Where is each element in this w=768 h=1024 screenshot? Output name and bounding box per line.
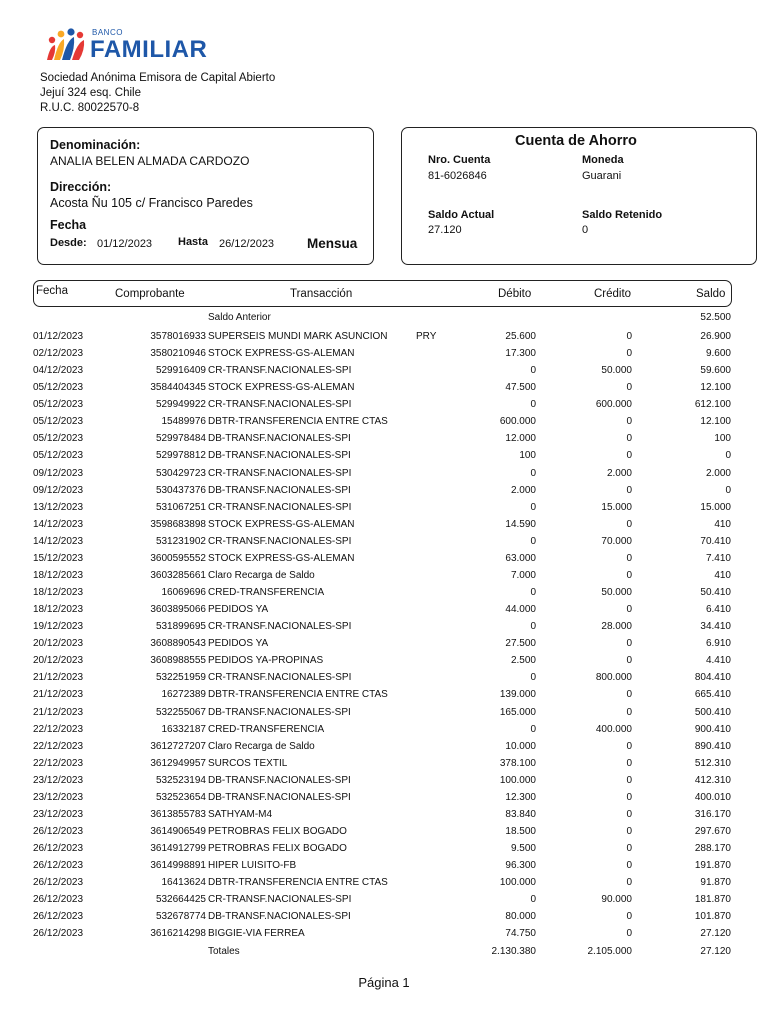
- table-row: [0, 502, 768, 519]
- company-line-2: Jejuí 324 esq. Chile: [40, 87, 142, 99]
- row-comprobante: 531231902: [155, 535, 206, 547]
- row-fecha: 21/12/2023: [33, 672, 84, 684]
- row-fecha: 22/12/2023: [33, 740, 84, 752]
- row-transaccion: DB-TRANSF.NACIONALES-SPI: [208, 706, 351, 718]
- row-credito: 0: [626, 791, 632, 803]
- table-row: [0, 416, 768, 433]
- row-transaccion: SURCOS TEXTIL: [208, 757, 288, 769]
- row-credito: 70.000: [601, 535, 632, 547]
- row-debito: 2.500: [510, 655, 536, 667]
- row-credito: 2.000: [606, 467, 632, 479]
- row-comprobante: 531067251: [155, 501, 206, 513]
- page-number: Página 1: [358, 975, 410, 990]
- row-fecha: 21/12/2023: [33, 706, 84, 718]
- row-credito: 0: [626, 757, 632, 769]
- row-transaccion: BIGGIE-VIA FERREA: [208, 928, 305, 940]
- row-credito: 0: [626, 433, 632, 445]
- row-debito: 100.000: [499, 877, 536, 889]
- row-comprobante: 531899695: [155, 621, 206, 633]
- row-debito: 44.000: [505, 604, 536, 616]
- row-fecha: 18/12/2023: [33, 569, 84, 581]
- row-fecha: 02/12/2023: [33, 348, 84, 360]
- row-debito: 100.000: [499, 774, 536, 786]
- table-row: [0, 331, 768, 348]
- row-credito: 0: [626, 569, 632, 581]
- row-fecha: 20/12/2023: [33, 638, 84, 650]
- row-credito: 28.000: [601, 621, 632, 633]
- row-comprobante: 15489976: [161, 416, 206, 428]
- fecha-label: Fecha: [50, 218, 87, 232]
- company-info: [40, 71, 275, 116]
- row-saldo: 612.100: [694, 399, 731, 411]
- row-saldo: 59.600: [700, 365, 731, 377]
- row-transaccion: CR-TRANSF.NACIONALES-SPI: [208, 672, 352, 684]
- row-comprobante: 3612949957: [150, 757, 206, 769]
- table-row: [0, 860, 768, 877]
- row-comprobante: 3614912799: [150, 843, 206, 855]
- row-comprobante: 3578016933: [150, 331, 206, 342]
- table-row: [0, 911, 768, 928]
- brand-name: FAMILIAR: [90, 36, 208, 63]
- row-saldo: 101.870: [694, 911, 731, 923]
- table-row: [0, 553, 768, 570]
- total-credito: 2.105.000: [587, 946, 632, 957]
- row-comprobante: 529978484: [155, 433, 206, 445]
- table-row: [0, 894, 768, 911]
- table-row: [0, 792, 768, 809]
- row-transaccion: Claro Recarga de Saldo: [208, 740, 315, 752]
- row-transaccion: PEDIDOS YA: [208, 638, 269, 650]
- row-saldo: 500.410: [694, 706, 731, 718]
- row-comprobante: 532523194: [155, 774, 206, 786]
- totals-row: [0, 946, 768, 963]
- row-debito: 600.000: [499, 416, 536, 428]
- row-saldo: 50.410: [700, 587, 731, 599]
- row-comprobante: 3608988555: [150, 655, 206, 667]
- row-transaccion: PETROBRAS FELIX BOGADO: [208, 826, 347, 838]
- table-row: [0, 843, 768, 860]
- table-row: [0, 382, 768, 399]
- row-saldo: 12.100: [700, 382, 731, 394]
- desde-label: Desde:: [50, 237, 87, 249]
- table-row: [0, 570, 768, 587]
- row-fecha: 09/12/2023: [33, 484, 84, 496]
- row-credito: 0: [626, 860, 632, 872]
- brand-small-text: BANCO: [92, 28, 123, 37]
- row-credito: 0: [626, 808, 632, 820]
- row-fecha: 26/12/2023: [33, 928, 84, 940]
- row-fecha: 05/12/2023: [33, 416, 84, 428]
- row-transaccion: DBTR-TRANSFERENCIA ENTRE CTAS: [208, 877, 388, 889]
- client-info-box: [37, 127, 374, 265]
- row-comprobante: 16332187: [161, 723, 206, 735]
- col-debito-header: Débito: [498, 288, 532, 300]
- row-fecha: 22/12/2023: [33, 723, 84, 735]
- saldo-anterior-row: [0, 312, 768, 329]
- row-comprobante: 532255067: [155, 706, 206, 718]
- row-comprobante: 3598683898: [150, 518, 206, 530]
- table-header: [33, 280, 732, 307]
- row-credito: 0: [626, 655, 632, 667]
- row-fecha: 26/12/2023: [33, 843, 84, 855]
- row-saldo: 0: [725, 484, 731, 496]
- row-saldo: 804.410: [694, 672, 731, 684]
- row-transaccion: DBTR-TRANSFERENCIA ENTRE CTAS: [208, 416, 388, 428]
- row-fecha: 18/12/2023: [33, 604, 84, 616]
- row-fecha: 09/12/2023: [33, 467, 84, 479]
- row-transaccion: DB-TRANSF.NACIONALES-SPI: [208, 484, 351, 496]
- row-debito: 0: [530, 467, 536, 479]
- row-saldo: 400.010: [694, 791, 731, 803]
- table-row: [0, 621, 768, 638]
- row-saldo: 70.410: [700, 535, 731, 547]
- row-fecha: 05/12/2023: [33, 382, 84, 394]
- row-debito: 96.300: [505, 860, 536, 872]
- row-saldo: 181.870: [694, 894, 731, 906]
- account-info-box: [401, 127, 757, 265]
- row-fecha: 05/12/2023: [33, 399, 84, 411]
- row-comprobante: 3580210946: [150, 348, 206, 360]
- row-comprobante: 3616214298: [150, 928, 206, 940]
- saldo-anterior-label: Saldo Anterior: [208, 312, 271, 323]
- row-fecha: 18/12/2023: [33, 587, 84, 599]
- row-transaccion: CR-TRANSF.NACIONALES-SPI: [208, 501, 352, 513]
- moneda-value: Guarani: [582, 170, 622, 182]
- table-row: [0, 672, 768, 689]
- row-credito: 800.000: [595, 672, 632, 684]
- row-saldo: 410: [714, 518, 731, 530]
- row-transaccion: DB-TRANSF.NACIONALES-SPI: [208, 774, 351, 786]
- row-debito: 10.000: [505, 740, 536, 752]
- row-transaccion: CRED-TRANSFERENCIA: [208, 723, 325, 735]
- hasta-label: Hasta: [178, 236, 208, 248]
- table-row: [0, 689, 768, 706]
- row-saldo: 6.910: [705, 638, 731, 650]
- row-saldo: 512.310: [694, 757, 731, 769]
- saldo-retenido-label: Saldo Retenido: [582, 209, 663, 221]
- row-transaccion: STOCK EXPRESS-GS-ALEMAN: [208, 382, 355, 394]
- nro-cuenta-value: 81-6026846: [428, 170, 487, 182]
- company-line-3: R.U.C. 80022570-8: [40, 102, 140, 114]
- row-saldo: 191.870: [694, 860, 731, 872]
- row-comprobante: 16272389: [161, 689, 206, 701]
- total-saldo: 27.120: [700, 946, 731, 957]
- row-debito: 18.500: [505, 826, 536, 838]
- row-credito: 0: [626, 484, 632, 496]
- row-comprobante: 529978812: [155, 450, 206, 462]
- desde-value: 01/12/2023: [97, 238, 153, 250]
- row-fecha: 15/12/2023: [33, 552, 84, 564]
- row-debito: 0: [530, 894, 536, 906]
- row-comprobante: 3612727207: [150, 740, 206, 752]
- table-row: [0, 587, 768, 604]
- row-fecha: 26/12/2023: [33, 860, 84, 872]
- row-debito: 17.300: [505, 348, 536, 360]
- row-debito: 165.000: [499, 706, 536, 718]
- row-transaccion: PETROBRAS FELIX BOGADO: [208, 843, 347, 855]
- row-debito: 47.500: [505, 382, 536, 394]
- row-transaccion: CR-TRANSF.NACIONALES-SPI: [208, 894, 352, 906]
- row-credito: 0: [626, 928, 632, 940]
- row-fecha: 23/12/2023: [33, 791, 84, 803]
- row-debito: 83.840: [505, 808, 536, 820]
- row-debito: 0: [530, 587, 536, 599]
- row-transaccion: SUPERSEIS MUNDI MARK ASUNCION: [208, 331, 388, 342]
- table-row: [0, 724, 768, 741]
- row-fecha: 14/12/2023: [33, 518, 84, 530]
- total-debito: 2.130.380: [491, 946, 536, 957]
- row-fecha: 21/12/2023: [33, 689, 84, 701]
- row-saldo: 0: [725, 450, 731, 462]
- row-transaccion: HIPER LUISITO-FB: [208, 860, 297, 872]
- nro-cuenta-label: Nro. Cuenta: [428, 154, 491, 166]
- table-row: [0, 877, 768, 894]
- row-fecha: 23/12/2023: [33, 774, 84, 786]
- row-credito: 0: [626, 774, 632, 786]
- row-credito: 0: [626, 552, 632, 564]
- row-debito: 14.590: [505, 518, 536, 530]
- row-credito: 0: [626, 348, 632, 360]
- row-saldo: 9.600: [705, 348, 731, 360]
- row-credito: 0: [626, 331, 632, 342]
- row-transaccion: DB-TRANSF.NACIONALES-SPI: [208, 791, 351, 803]
- row-transaccion: PEDIDOS YA-PROPINAS: [208, 655, 324, 667]
- row-fecha: 14/12/2023: [33, 535, 84, 547]
- row-comprobante: 532678774: [155, 911, 206, 923]
- row-comprobante: 3603285661: [150, 569, 206, 581]
- table-row: [0, 655, 768, 672]
- row-saldo: 34.410: [700, 621, 731, 633]
- row-debito: 9.500: [510, 843, 536, 855]
- row-saldo: 100: [714, 433, 731, 445]
- denominacion-value: ANALIA BELEN ALMADA CARDOZO: [50, 154, 250, 168]
- row-saldo: 288.170: [694, 843, 731, 855]
- row-comprobante: 3608890543: [150, 638, 206, 650]
- row-credito: 50.000: [601, 365, 632, 377]
- row-debito: 25.600: [505, 331, 536, 342]
- row-transaccion: PEDIDOS YA: [208, 604, 269, 616]
- row-fecha: 13/12/2023: [33, 501, 84, 513]
- row-saldo: 297.670: [694, 826, 731, 838]
- row-comprobante: 3603895066: [150, 604, 206, 616]
- row-transaccion: DB-TRANSF.NACIONALES-SPI: [208, 911, 351, 923]
- row-credito: 0: [626, 638, 632, 650]
- row-fecha: 05/12/2023: [33, 433, 84, 445]
- row-transaccion: STOCK EXPRESS-GS-ALEMAN: [208, 552, 355, 564]
- row-credito: 0: [626, 382, 632, 394]
- row-transaccion: STOCK EXPRESS-GS-ALEMAN: [208, 518, 355, 530]
- moneda-label: Moneda: [582, 154, 624, 166]
- row-fecha: 26/12/2023: [33, 911, 84, 923]
- row-comprobante: 529949922: [155, 399, 206, 411]
- row-fecha: 19/12/2023: [33, 621, 84, 633]
- col-credito-header: Crédito: [594, 288, 632, 300]
- row-saldo: 91.870: [700, 877, 731, 889]
- table-row: [0, 928, 768, 945]
- table-row: [0, 468, 768, 485]
- row-debito: 378.100: [499, 757, 536, 769]
- row-fecha: 01/12/2023: [33, 331, 84, 342]
- account-type-title: Cuenta de Ahorro: [515, 133, 637, 149]
- totales-label: Totales: [208, 946, 240, 957]
- row-saldo: 12.100: [700, 416, 731, 428]
- col-transaccion-header: Transacción: [290, 288, 353, 300]
- row-debito: 0: [530, 501, 536, 513]
- row-saldo: 26.900: [700, 331, 731, 342]
- row-saldo: 316.170: [694, 808, 731, 820]
- row-transaccion: CR-TRANSF.NACIONALES-SPI: [208, 467, 352, 479]
- row-saldo: 410: [714, 569, 731, 581]
- row-transaccion: Claro Recarga de Saldo: [208, 569, 315, 581]
- row-credito: 90.000: [601, 894, 632, 906]
- table-row: [0, 707, 768, 724]
- row-transaccion: CR-TRANSF.NACIONALES-SPI: [208, 365, 352, 377]
- row-fecha: 23/12/2023: [33, 808, 84, 820]
- row-debito: 12.000: [505, 433, 536, 445]
- row-credito: 0: [626, 877, 632, 889]
- row-credito: 0: [626, 911, 632, 923]
- row-debito: 7.000: [510, 569, 536, 581]
- row-saldo: 2.000: [705, 467, 731, 479]
- table-row: [0, 433, 768, 450]
- row-saldo: 665.410: [694, 689, 731, 701]
- row-saldo: 6.410: [705, 604, 731, 616]
- row-credito: 50.000: [601, 587, 632, 599]
- table-row: [0, 758, 768, 775]
- col-saldo-header: Saldo: [696, 288, 726, 300]
- row-debito: 74.750: [505, 928, 536, 940]
- table-row: [0, 450, 768, 467]
- row-transaccion: CR-TRANSF.NACIONALES-SPI: [208, 621, 352, 633]
- row-comprobante: 16413624: [161, 877, 206, 889]
- direccion-label: Dirección:: [50, 180, 112, 194]
- saldo-retenido-value: 0: [582, 224, 589, 236]
- row-transaccion: CR-TRANSF.NACIONALES-SPI: [208, 399, 352, 411]
- row-comprobante: 3614906549: [150, 826, 206, 838]
- row-debito: 0: [530, 365, 536, 377]
- row-fecha: 20/12/2023: [33, 655, 84, 667]
- row-transaccion: DB-TRANSF.NACIONALES-SPI: [208, 433, 351, 445]
- row-comprobante: 530437376: [155, 484, 206, 496]
- row-debito: 100: [519, 450, 536, 462]
- row-transaccion: SATHYAM-M4: [208, 808, 273, 820]
- row-comprobante: 3584404345: [150, 382, 206, 394]
- row-comprobante: 16069696: [161, 587, 206, 599]
- row-saldo: 890.410: [694, 740, 731, 752]
- row-credito: 0: [626, 706, 632, 718]
- row-extra: PRY: [416, 331, 437, 342]
- row-comprobante: 529916409: [155, 365, 206, 377]
- row-fecha: 26/12/2023: [33, 826, 84, 838]
- row-credito: 15.000: [601, 501, 632, 513]
- row-debito: 0: [530, 399, 536, 411]
- row-credito: 400.000: [595, 723, 632, 735]
- row-credito: 0: [626, 450, 632, 462]
- row-credito: 0: [626, 843, 632, 855]
- row-debito: 80.000: [505, 911, 536, 923]
- row-saldo: 27.120: [700, 928, 731, 940]
- row-debito: 63.000: [505, 552, 536, 564]
- row-transaccion: CRED-TRANSFERENCIA: [208, 587, 325, 599]
- row-saldo: 7.410: [705, 552, 731, 564]
- table-row: [0, 519, 768, 536]
- row-fecha: 22/12/2023: [33, 757, 84, 769]
- table-row: [0, 399, 768, 416]
- row-comprobante: 3613855783: [150, 808, 206, 820]
- row-saldo: 4.410: [705, 655, 731, 667]
- row-transaccion: STOCK EXPRESS-GS-ALEMAN: [208, 348, 355, 360]
- row-debito: 27.500: [505, 638, 536, 650]
- col-fecha-header: Fecha: [36, 285, 68, 297]
- row-saldo: 412.310: [694, 774, 731, 786]
- company-line-1: Sociedad Anónima Emisora de Capital Abierto: [40, 72, 276, 84]
- row-comprobante: 532523654: [155, 791, 206, 803]
- row-comprobante: 532664425: [155, 894, 206, 906]
- row-comprobante: 530429723: [155, 467, 206, 479]
- saldo-actual-value: 27.120: [428, 224, 462, 236]
- row-debito: 0: [530, 535, 536, 547]
- row-credito: 0: [626, 518, 632, 530]
- row-credito: 600.000: [595, 399, 632, 411]
- row-comprobante: 3600595552: [150, 552, 206, 564]
- saldo-actual-label: Saldo Actual: [428, 209, 495, 221]
- row-fecha: 05/12/2023: [33, 450, 84, 462]
- row-debito: 139.000: [499, 689, 536, 701]
- table-row: [0, 536, 768, 553]
- row-saldo: 900.410: [694, 723, 731, 735]
- row-credito: 0: [626, 826, 632, 838]
- table-row: [0, 775, 768, 792]
- denominacion-label: Denominación:: [50, 138, 141, 152]
- row-credito: 0: [626, 689, 632, 701]
- row-credito: 0: [626, 740, 632, 752]
- row-credito: 0: [626, 416, 632, 428]
- periodo-value: Mensua: [307, 236, 358, 251]
- row-debito: 0: [530, 672, 536, 684]
- direccion-value: Acosta Ñu 105 c/ Francisco Paredes: [50, 196, 253, 210]
- table-row: [0, 638, 768, 655]
- table-row: [0, 809, 768, 826]
- row-fecha: 04/12/2023: [33, 365, 84, 377]
- row-saldo: 15.000: [700, 501, 731, 513]
- row-comprobante: 3614998891: [150, 860, 206, 872]
- row-credito: 0: [626, 604, 632, 616]
- table-row: [0, 826, 768, 843]
- hasta-value: 26/12/2023: [219, 238, 275, 250]
- row-fecha: 26/12/2023: [33, 894, 84, 906]
- row-transaccion: DB-TRANSF.NACIONALES-SPI: [208, 450, 351, 462]
- table-row: [0, 365, 768, 382]
- table-row: [0, 485, 768, 502]
- row-transaccion: DBTR-TRANSFERENCIA ENTRE CTAS: [208, 689, 388, 701]
- row-comprobante: 532251959: [155, 672, 206, 684]
- table-row: [0, 348, 768, 365]
- row-debito: 12.300: [505, 791, 536, 803]
- col-comprobante-header: Comprobante: [115, 288, 185, 300]
- row-debito: 0: [530, 621, 536, 633]
- row-transaccion: CR-TRANSF.NACIONALES-SPI: [208, 535, 352, 547]
- saldo-anterior-value: 52.500: [700, 312, 731, 323]
- row-fecha: 26/12/2023: [33, 877, 84, 889]
- row-debito: 0: [530, 723, 536, 735]
- table-row: [0, 604, 768, 621]
- table-row: [0, 741, 768, 758]
- bank-logo: [44, 26, 214, 66]
- row-debito: 2.000: [510, 484, 536, 496]
- family-logo-icon: [44, 26, 90, 66]
